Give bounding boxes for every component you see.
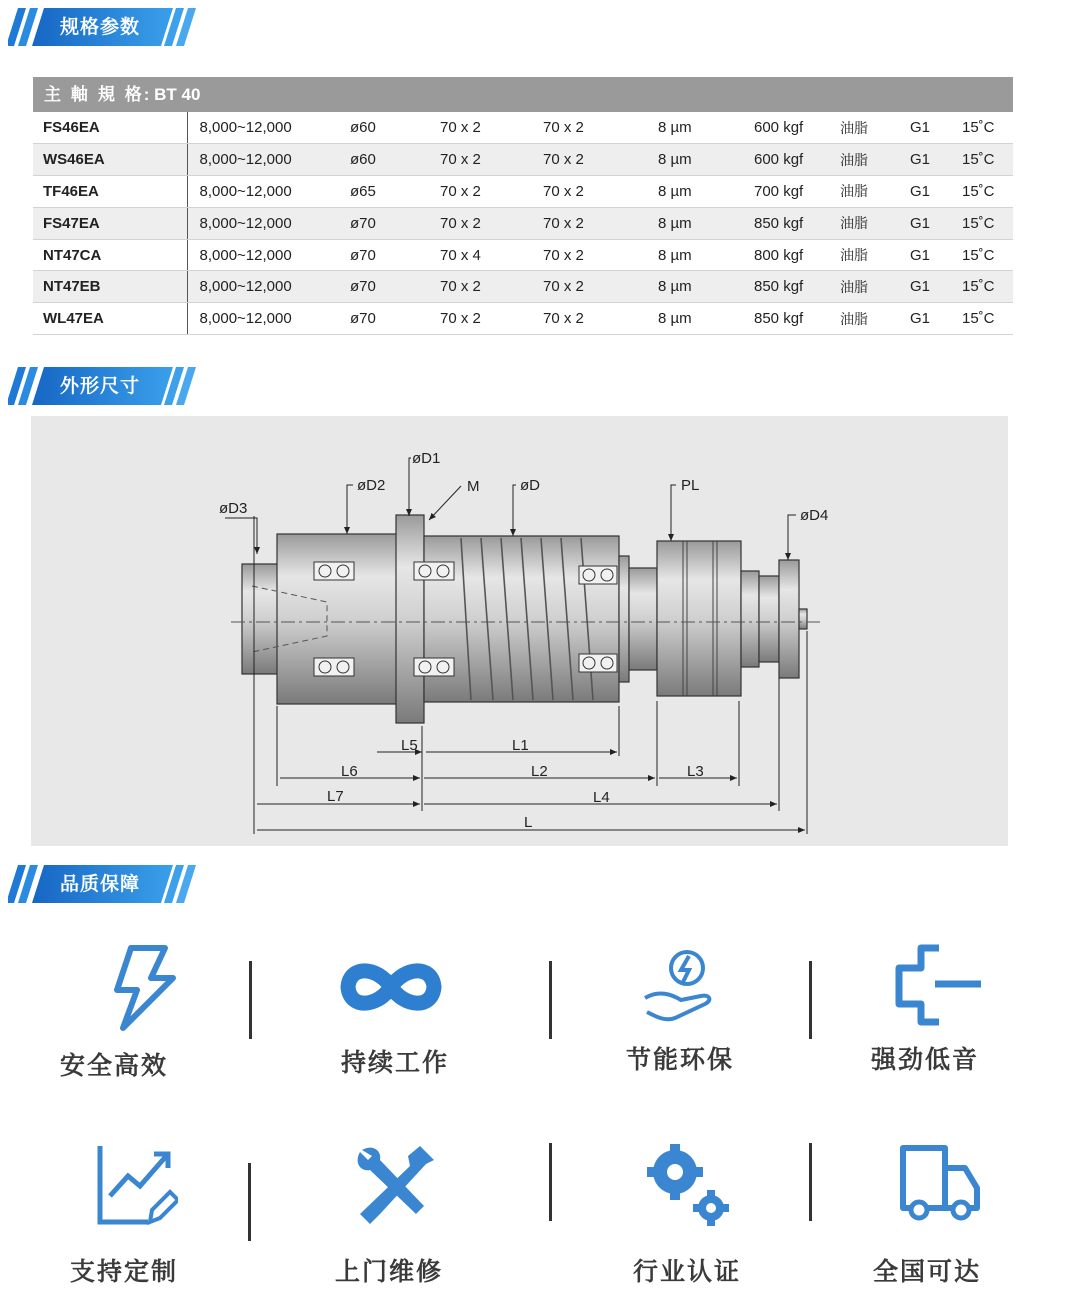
table-cell: 8 µm xyxy=(645,303,741,335)
label-d3: øD3 xyxy=(219,500,248,517)
energy-hand-icon xyxy=(635,940,725,1030)
spec-table-header xyxy=(33,77,1013,112)
table-cell: 700 kgf xyxy=(741,176,827,208)
tools-icon xyxy=(350,1140,440,1230)
label-d1: øD1 xyxy=(412,450,441,467)
table-cell: 8,000~12,000 xyxy=(187,176,337,208)
table-cell: 15˚C xyxy=(950,271,1013,303)
quality-item-nationwide xyxy=(838,1140,1038,1230)
table-cell: ø65 xyxy=(337,176,427,208)
table-cell: ø60 xyxy=(337,144,427,176)
table-row xyxy=(33,207,1013,239)
table-cell: 800 kgf xyxy=(741,239,827,271)
table-cell: G1 xyxy=(897,207,950,239)
quality-item-eco xyxy=(580,940,780,1030)
spec-table xyxy=(33,77,1013,335)
divider xyxy=(809,961,812,1039)
table-cell: 600 kgf xyxy=(741,144,827,176)
table-cell: ø70 xyxy=(337,303,427,335)
table-cell: 8,000~12,000 xyxy=(187,207,337,239)
section-header-dimensions xyxy=(8,367,203,405)
label-l: L xyxy=(524,814,533,831)
model-cell: FS47EA xyxy=(33,207,187,239)
model-cell: WS46EA xyxy=(33,144,187,176)
label-d: øD xyxy=(520,477,540,494)
quality-item-continuous xyxy=(291,942,491,1032)
table-cell: G1 xyxy=(897,144,950,176)
divider xyxy=(549,961,552,1039)
spindle-spec-label: 主 軸 規 格 xyxy=(44,85,144,105)
quality-label-certified: 行业认证 xyxy=(632,1257,741,1286)
table-cell: ø70 xyxy=(337,207,427,239)
model-cell: NT47CA xyxy=(33,239,187,271)
table-cell: 70 x 2 xyxy=(427,207,530,239)
table-cell: ø70 xyxy=(337,271,427,303)
table-cell: 8 µm xyxy=(645,239,741,271)
label-pl: PL xyxy=(681,477,700,494)
spec-table-body xyxy=(33,112,1013,335)
divider xyxy=(248,1163,251,1241)
label-l6: L6 xyxy=(341,763,358,780)
table-cell: G1 xyxy=(897,112,950,144)
table-cell: 70 x 2 xyxy=(530,207,645,239)
section-title: 规格参数 xyxy=(60,16,141,38)
table-cell: 8,000~12,000 xyxy=(187,303,337,335)
table-cell: 8,000~12,000 xyxy=(187,112,337,144)
quality-item-certified xyxy=(586,1140,786,1230)
table-cell: 70 x 2 xyxy=(530,144,645,176)
table-cell: 15˚C xyxy=(950,303,1013,335)
table-cell: 70 x 2 xyxy=(530,176,645,208)
infinity-icon xyxy=(336,942,446,1032)
model-cell: WL47EA xyxy=(33,303,187,335)
table-cell: 15˚C xyxy=(950,144,1013,176)
table-cell: 70 x 2 xyxy=(530,303,645,335)
lightning-icon xyxy=(93,942,183,1032)
table-cell: ø60 xyxy=(337,112,427,144)
table-cell: 600 kgf xyxy=(741,112,827,144)
table-cell: ø70 xyxy=(337,239,427,271)
label-l7: L7 xyxy=(327,788,344,805)
table-cell: 15˚C xyxy=(950,176,1013,208)
table-cell: 70 x 2 xyxy=(427,144,530,176)
plug-icon xyxy=(877,940,987,1030)
spindle-drawing xyxy=(31,416,1008,846)
table-cell: 70 x 2 xyxy=(530,271,645,303)
model-cell: FS46EA xyxy=(33,112,187,144)
table-cell: 850 kgf xyxy=(741,303,827,335)
table-cell: 70 x 2 xyxy=(427,271,530,303)
quality-item-safe xyxy=(38,942,238,1032)
label-l3: L3 xyxy=(687,763,704,780)
table-cell: G1 xyxy=(897,303,950,335)
section-title: 外形尺寸 xyxy=(60,375,141,397)
section-header-specs xyxy=(8,8,203,46)
spindle-spec-value: : BT 40 xyxy=(143,85,201,104)
table-cell: 70 x 2 xyxy=(427,303,530,335)
table-cell: G1 xyxy=(897,271,950,303)
model-cell: TF46EA xyxy=(33,176,187,208)
chart-pen-icon xyxy=(88,1140,178,1230)
label-d2: øD2 xyxy=(357,477,386,494)
label-l5: L5 xyxy=(401,737,418,754)
table-cell: 8,000~12,000 xyxy=(187,239,337,271)
quality-label-power: 强劲低音 xyxy=(870,1045,979,1074)
table-row xyxy=(33,112,1013,144)
table-cell: 70 x 2 xyxy=(427,176,530,208)
table-cell: G1 xyxy=(897,239,950,271)
table-cell: 850 kgf xyxy=(741,207,827,239)
table-cell: 油脂 xyxy=(827,176,897,208)
table-cell: 850 kgf xyxy=(741,271,827,303)
model-cell: NT47EB xyxy=(33,271,187,303)
table-cell: 油脂 xyxy=(827,144,897,176)
table-cell: 15˚C xyxy=(950,239,1013,271)
dimension-drawing xyxy=(31,416,1008,846)
table-cell: 油脂 xyxy=(827,271,897,303)
table-cell: 15˚C xyxy=(950,112,1013,144)
label-d4: øD4 xyxy=(800,507,829,524)
table-cell: G1 xyxy=(897,176,950,208)
divider xyxy=(549,1143,552,1221)
table-row xyxy=(33,176,1013,208)
truck-icon xyxy=(893,1140,983,1230)
table-cell: 油脂 xyxy=(827,303,897,335)
quality-label-repair: 上门维修 xyxy=(334,1257,443,1286)
quality-item-power xyxy=(832,940,1032,1030)
table-row xyxy=(33,239,1013,271)
table-cell: 70 x 2 xyxy=(427,112,530,144)
gears-icon xyxy=(641,1140,731,1230)
table-cell: 15˚C xyxy=(950,207,1013,239)
table-row xyxy=(33,303,1013,335)
quality-label-custom: 支持定制 xyxy=(69,1257,178,1286)
label-l4: L4 xyxy=(593,789,610,806)
divider xyxy=(809,1143,812,1221)
table-cell: 8 µm xyxy=(645,112,741,144)
table-row xyxy=(33,271,1013,303)
label-m: M xyxy=(467,478,480,495)
table-cell: 8 µm xyxy=(645,207,741,239)
table-cell: 8 µm xyxy=(645,176,741,208)
section-title: 品质保障 xyxy=(60,873,141,895)
quality-label-continuous: 持续工作 xyxy=(340,1048,449,1077)
table-cell: 8 µm xyxy=(645,271,741,303)
table-cell: 油脂 xyxy=(827,207,897,239)
label-l1: L1 xyxy=(512,737,529,754)
table-row xyxy=(33,144,1013,176)
section-header-quality xyxy=(8,865,203,903)
quality-label-eco: 节能环保 xyxy=(625,1045,734,1074)
table-cell: 8 µm xyxy=(645,144,741,176)
quality-item-repair xyxy=(295,1140,495,1230)
table-cell: 油脂 xyxy=(827,239,897,271)
table-cell: 70 x 4 xyxy=(427,239,530,271)
label-l2: L2 xyxy=(531,763,548,780)
quality-item-custom xyxy=(33,1140,233,1230)
divider xyxy=(249,961,252,1039)
table-cell: 70 x 2 xyxy=(530,112,645,144)
table-cell: 70 x 2 xyxy=(530,239,645,271)
quality-label-nationwide: 全国可达 xyxy=(872,1257,981,1286)
quality-label-safe: 安全高效 xyxy=(59,1051,168,1080)
table-cell: 油脂 xyxy=(827,112,897,144)
table-cell: 8,000~12,000 xyxy=(187,271,337,303)
table-cell: 8,000~12,000 xyxy=(187,144,337,176)
